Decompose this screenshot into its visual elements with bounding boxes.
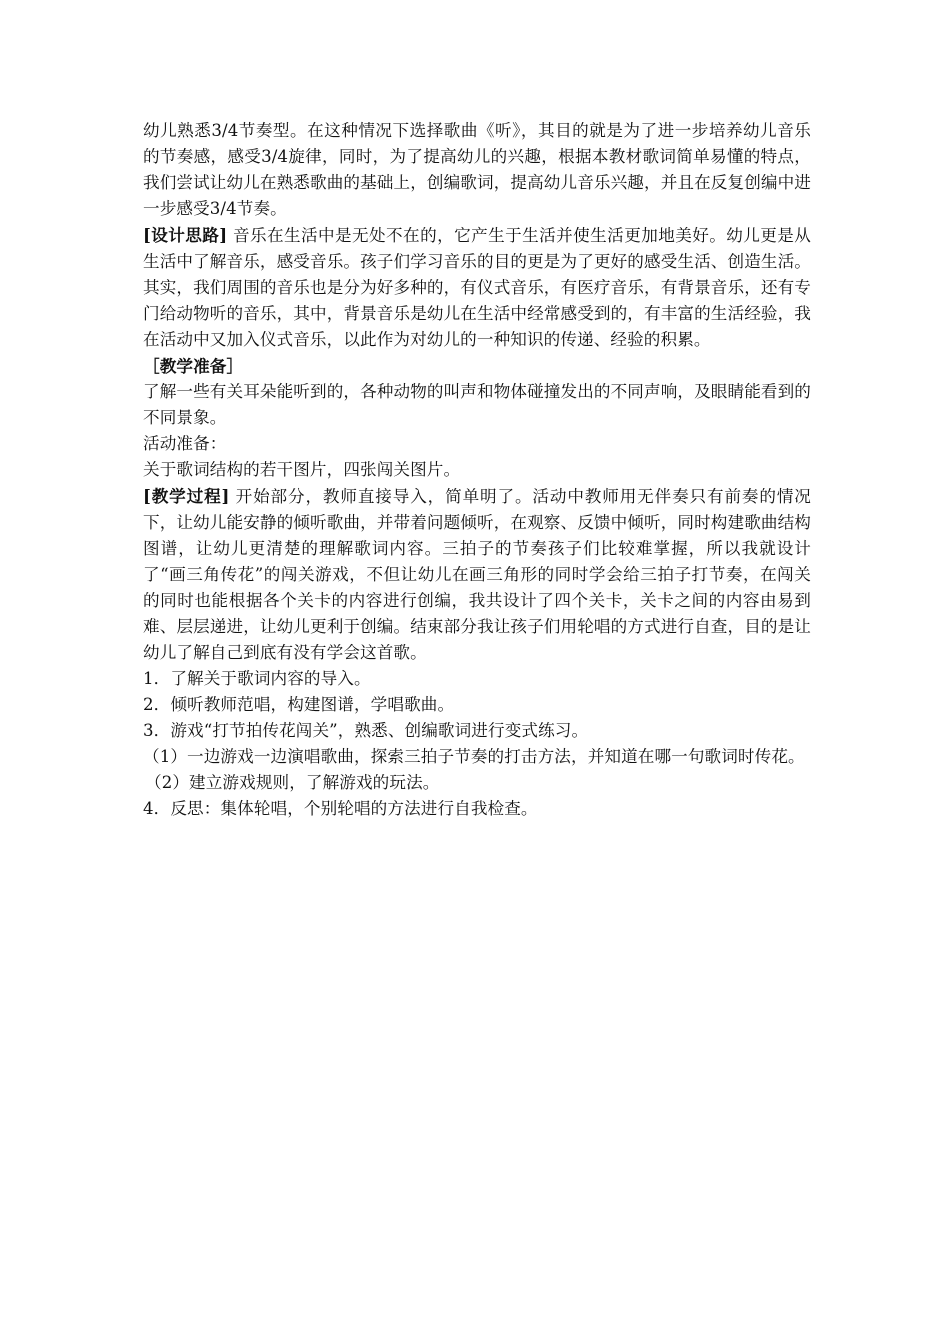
substep-item: （1）一边游戏一边演唱歌曲，探索三拍子节奏的打击方法，并知道在哪一句歌词时传花。 bbox=[143, 747, 805, 766]
process-text: 开始部分，教师直接导入，简单明了。活动中教师用无伴奏只有前奏的情况下，让幼儿能安静的倾听歌曲，并带着问题倾听，在观察、反馈中倾听，同时构建歌曲结构图谱，让幼儿更清楚的理解歌词内容。三拍子的节奏孩子们比较难掌握，所以我就设计了“画三角传花”的闯关游戏，不但让幼儿在画三角形的同时学会给三拍子打节奏，在闯关的同时也能根据各个关卡的内容进行创编，我共设计了四个关卡，关卡之间的内容由易到难、层层递进，让幼儿更利于创编。结束部分我让孩子们用轮唱的方式进行自查，目的是让幼儿了解自己到底有没有学会这首歌。 bbox=[143, 487, 811, 662]
preparation-heading: ［教学准备］ bbox=[143, 356, 244, 376]
step-item: 2．倾听教师范唱，构建图谱，学唱歌曲。 bbox=[143, 695, 455, 714]
design-paragraph bbox=[143, 222, 811, 353]
step-item: 3．游戏“打节拍传花闯关”，熟悉、创编歌词进行变式练习。 bbox=[143, 721, 589, 740]
substep-item: （2）建立游戏规则，了解游戏的玩法。 bbox=[145, 773, 440, 792]
design-text: 音乐在生活中是无处不在的，它产生于生活并使生活更加地美好。幼儿更是从生活中了解音乐，感受音乐。孩子们学习音乐的目的更是为了更好的感受生活、创造生活。其实，我们周围的音乐也是分为好多种的，有仪式音乐，有医疗音乐，有背景音乐，还有专门给动物听的音乐，其中，背景音乐是幼儿在生活中经常感受到的，有丰富的生活经验，我在活动中又加入仪式音乐，以此作为对幼儿的一种知识的传递、经验的积累。 bbox=[143, 226, 811, 349]
process-paragraph bbox=[143, 483, 811, 666]
preparation-text: 了解一些有关耳朵能听到的，各种动物的叫声和物体碰撞发出的不同声响，及眼睛能看到的不同景象。 bbox=[143, 382, 811, 427]
activity-text: 关于歌词结构的若干图片，四张闯关图片。 bbox=[143, 460, 461, 479]
document-page bbox=[143, 118, 811, 822]
step-item: 4．反思：集体轮唱，个别轮唱的方法进行自我检查。 bbox=[143, 799, 538, 818]
process-heading: [教学过程] bbox=[143, 486, 230, 506]
design-heading: [设计思路] bbox=[143, 225, 228, 245]
step-item: 1．了解关于歌词内容的导入。 bbox=[143, 669, 371, 688]
intro-paragraph: 幼儿熟悉3/4节奏型。在这种情况下选择歌曲《听》，其目的就是为了进一步培养幼儿音乐的节奏感，感受3/4旋律，同时，为了提高幼儿的兴趣，根据本教材歌词简单易懂的特点，我们尝试让幼儿在熟悉歌曲的基础上，创编歌词，提高幼儿音乐兴趣，并且在反复创编中进一步感受3/4节奏。 bbox=[143, 121, 811, 218]
activity-label: 活动准备： bbox=[143, 434, 227, 453]
